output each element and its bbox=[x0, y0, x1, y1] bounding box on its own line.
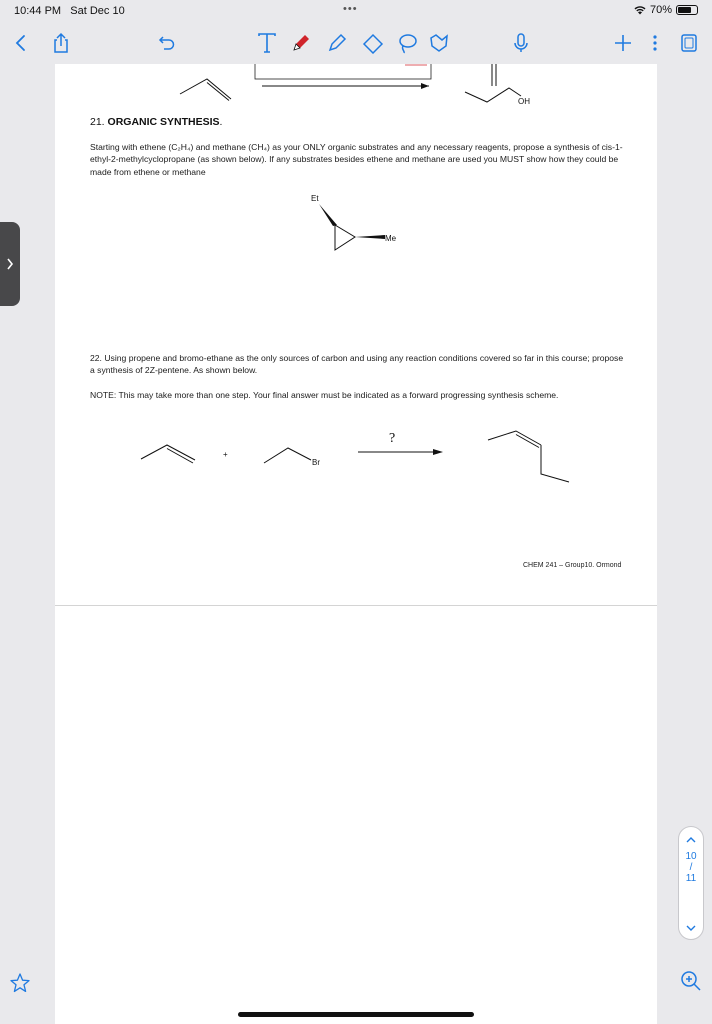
eraser-icon[interactable] bbox=[358, 28, 388, 58]
q21-ethyl-wedge bbox=[319, 204, 337, 226]
q22-arrowhead bbox=[433, 449, 443, 455]
text-tool-icon[interactable] bbox=[252, 28, 282, 58]
q21-et-label: Et bbox=[311, 194, 319, 203]
battery-fill bbox=[678, 7, 691, 13]
q22-question-mark: ? bbox=[389, 431, 396, 446]
q21-me-label: Me bbox=[385, 234, 397, 243]
q21-number: 21. bbox=[90, 116, 105, 128]
toolbar bbox=[0, 22, 712, 66]
pencil-icon[interactable] bbox=[322, 28, 352, 58]
q22-body: 22. Using propene and bromo-ethane as the only sources of carbon and using any reaction conditions covered so far in this course; propose a synthesis of 2Z-pentene. As shown below. bbox=[90, 353, 624, 376]
favorite-star-icon[interactable] bbox=[9, 972, 31, 999]
page-up-icon[interactable] bbox=[684, 833, 698, 847]
battery-icon bbox=[676, 5, 698, 15]
shapes-icon[interactable] bbox=[424, 28, 454, 58]
q22-br-label: Br bbox=[312, 458, 320, 467]
multitask-dots[interactable]: ••• bbox=[343, 3, 358, 15]
total-pages: 11 bbox=[685, 873, 697, 884]
q21-heading bbox=[90, 116, 222, 128]
page-navigator bbox=[678, 826, 704, 940]
chevron-right-icon bbox=[5, 256, 15, 272]
q21-body: Starting with ethene (C₂H₄) and methane (CH₄) as your ONLY organic substrates and any necessary reagents, propose a synthesis of cis-1-ethyl-2-methylcyclopropane (as shown below). If any substrates besides ethene and methane are used you MUST show how they could be made from ethene or methane bbox=[90, 142, 623, 177]
zoom-in-icon[interactable] bbox=[679, 969, 703, 993]
back-icon[interactable] bbox=[6, 28, 36, 58]
q22-scheme bbox=[141, 431, 569, 482]
q21-title-suffix: . bbox=[219, 116, 223, 128]
q21-cyclopropane bbox=[311, 194, 397, 250]
q21-ring bbox=[335, 225, 355, 250]
q21-title: ORGANIC SYNTHESIS bbox=[107, 116, 220, 128]
q20-product bbox=[465, 64, 521, 102]
q20-answer-box bbox=[255, 64, 431, 79]
q22-pentene bbox=[488, 431, 569, 482]
page-separator: / bbox=[689, 862, 693, 873]
q22-bromoethane bbox=[264, 448, 311, 463]
status-time: 10:44 PM Sat Dec 10 bbox=[14, 5, 125, 17]
q20-oh-label: OH bbox=[518, 97, 530, 106]
page-indicator bbox=[685, 851, 696, 884]
q22-plus: + bbox=[223, 450, 228, 459]
pages-icon[interactable] bbox=[674, 28, 704, 58]
home-indicator[interactable] bbox=[238, 1012, 474, 1017]
share-icon[interactable] bbox=[46, 28, 76, 58]
wifi-icon bbox=[634, 5, 646, 15]
page-down-icon[interactable] bbox=[684, 921, 698, 935]
q20-propene bbox=[180, 79, 231, 101]
status-bar bbox=[0, 0, 712, 22]
page-divider bbox=[55, 605, 657, 606]
lasso-icon[interactable] bbox=[392, 28, 422, 58]
pen-icon[interactable] bbox=[286, 28, 316, 58]
q20-arrowhead bbox=[421, 83, 429, 89]
q20-partial-scheme bbox=[180, 64, 530, 106]
q22-note: NOTE: This may take more than one step. Your final answer must be indicated as a forward progressing synthesis scheme. bbox=[90, 390, 559, 400]
add-icon[interactable] bbox=[608, 28, 638, 58]
undo-icon[interactable] bbox=[152, 28, 182, 58]
more-icon[interactable] bbox=[640, 28, 670, 58]
battery-percent: 70% bbox=[649, 4, 672, 16]
q22-propene bbox=[141, 445, 195, 463]
document-page[interactable] bbox=[55, 64, 657, 1024]
status-right bbox=[634, 4, 698, 16]
microphone-icon[interactable] bbox=[506, 28, 536, 58]
q21-methyl-wedge bbox=[355, 235, 385, 239]
current-page: 10 bbox=[685, 851, 697, 862]
page-footer: CHEM 241 – Group10. Ormond bbox=[523, 562, 622, 569]
sidebar-toggle[interactable] bbox=[0, 222, 20, 306]
